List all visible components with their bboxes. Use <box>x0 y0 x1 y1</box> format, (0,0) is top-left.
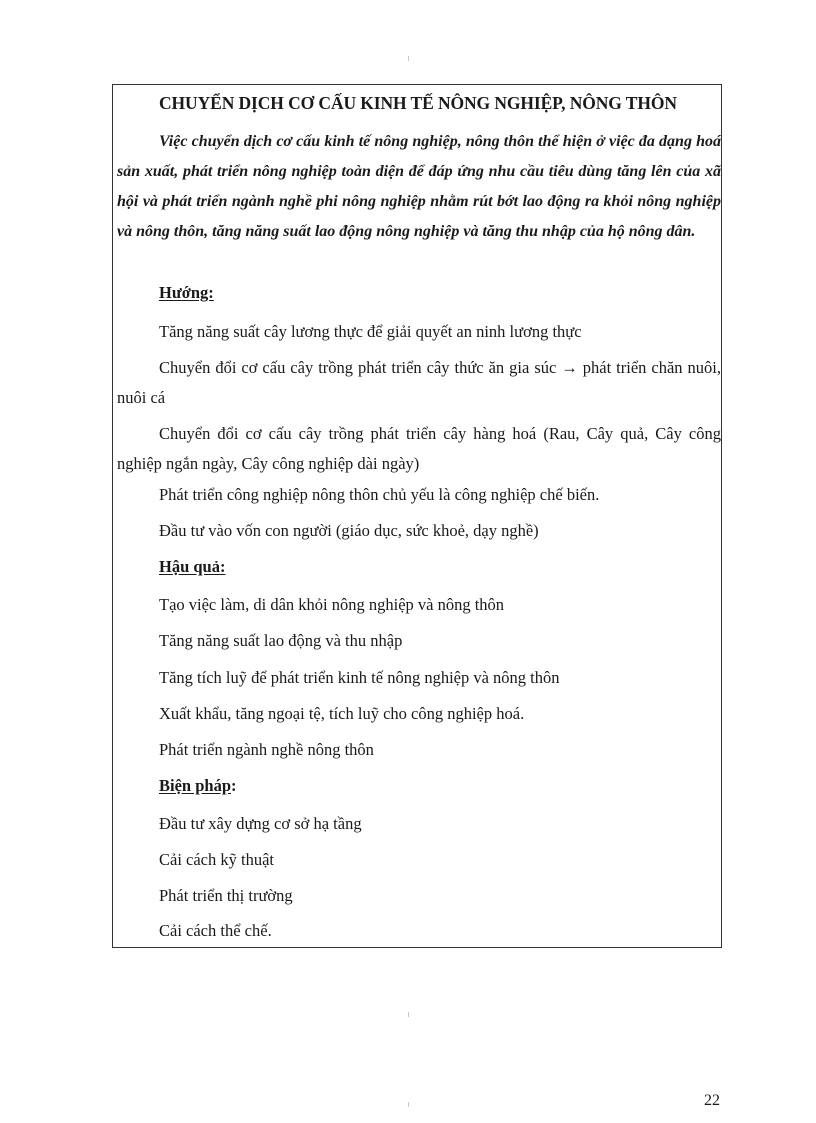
list-item: Đầu tư xây dựng cơ sở hạ tầng <box>159 814 362 833</box>
section-title-huong <box>159 283 214 303</box>
list-item: Chuyển đổi cơ cấu cây trồng phát triển cây thức ăn gia súc → phát triển chăn nuôi, nuôi cá <box>117 358 721 407</box>
list-item: Tăng năng suất cây lương thực để giải quyết an ninh lương thực <box>159 322 582 341</box>
section-title-hau-qua-text: Hậu quả: <box>159 557 226 576</box>
list-item: Tăng năng suất lao động và thu nhập <box>159 631 403 650</box>
intro-paragraph: Việc chuyển dịch cơ cấu kinh tế nông nghiệp, nông thôn thể hiện ở việc đa dạng hoá sản xuất, phát triển nông nghiệp toàn diện để đáp ứng nhu cầu tiêu dùng tăng lên của xã hội và phát triển ngành nghề phi nông nghiệp nhằm rút bớt lao động ra khỏi nông nghiệp và nông thôn, tăng năng suất lao động nông nghiệp và tăng thu nhập của hộ nông dân. <box>117 133 721 240</box>
section-title-hau-qua <box>159 557 225 577</box>
scan-speck <box>408 1102 409 1107</box>
list-item: Tạo việc làm, di dân khỏi nông nghiệp và nông thôn <box>159 595 505 614</box>
section-title-huong-text: Hướng: <box>159 283 214 302</box>
content-box <box>112 84 722 948</box>
list-item: Phát triển ngành nghề nông thôn <box>159 740 374 759</box>
page-number: 22 <box>704 1092 720 1109</box>
list-item: Cải cách kỹ thuật <box>159 850 275 869</box>
list-item: Phát triển thị trường <box>159 886 293 905</box>
scan-speck <box>408 1012 409 1017</box>
section-title-bien-phap-text: Biện pháp <box>159 776 231 795</box>
list-item: Tăng tích luỹ để phát triển kinh tế nông nghiệp và nông thôn <box>159 668 560 687</box>
document-heading: CHUYỂN DỊCH CƠ CẤU KINH TẾ NÔNG NGHIỆP, NÔNG THÔN <box>159 93 677 113</box>
list-item: Cải cách thể chế. <box>159 921 272 940</box>
list-item: Đầu tư vào vốn con người (giáo dục, sức khoẻ, dạy nghề) <box>159 521 539 540</box>
section-title-bien-phap <box>159 776 237 796</box>
list-item: Chuyển đổi cơ cấu cây trồng phát triển cây hàng hoá (Rau, Cây quả, Cây công nghiệp ngắn ngày, Cây công nghiệp dài ngày) <box>117 424 721 473</box>
scan-speck <box>408 56 409 61</box>
list-item: Phát triển công nghiệp nông thôn chủ yếu là công nghiệp chế biến. <box>159 485 600 504</box>
section-title-bien-phap-colon: : <box>231 776 237 795</box>
list-item: Xuất khẩu, tăng ngoại tệ, tích luỹ cho công nghiệp hoá. <box>159 704 525 723</box>
